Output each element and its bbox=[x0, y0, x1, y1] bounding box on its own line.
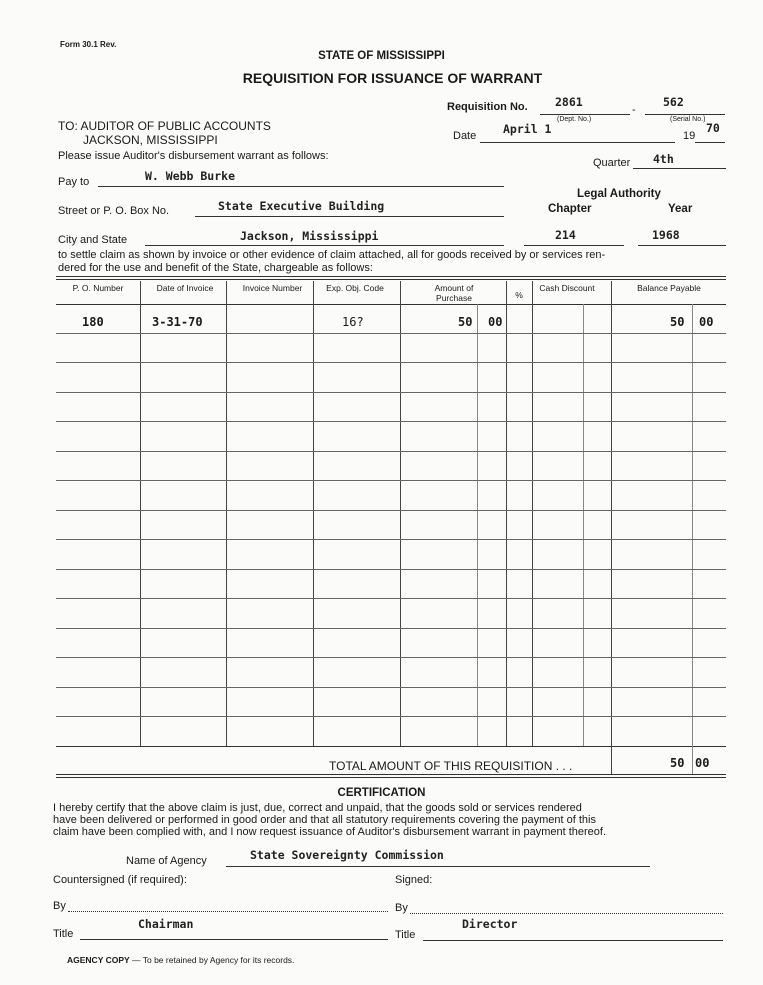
requisition-label: Requisition No. bbox=[447, 101, 528, 113]
addressee-line1: TO: AUDITOR OF PUBLIC ACCOUNTS bbox=[58, 119, 271, 133]
table-row bbox=[56, 598, 726, 599]
form-number: Form 30.1 Rev. bbox=[60, 40, 117, 49]
page-title: REQUISITION FOR ISSUANCE OF WARRANT bbox=[242, 70, 543, 86]
quarter-label: Quarter bbox=[593, 157, 631, 169]
year-value: 70 bbox=[706, 121, 720, 135]
table-top-rule bbox=[56, 276, 726, 280]
header-po-number: P. O. Number bbox=[72, 283, 124, 293]
footer-rest: — To be retained by Agency for its records. bbox=[129, 955, 295, 965]
table-row bbox=[56, 510, 726, 511]
countersigned-label: Countersigned (if required): bbox=[53, 874, 187, 886]
pay-to-line bbox=[98, 186, 504, 187]
total-divider bbox=[692, 746, 693, 774]
header-balance-payable: Balance Payable bbox=[637, 283, 701, 293]
table-row bbox=[56, 392, 726, 393]
col-divider bbox=[611, 281, 612, 746]
year-prefix: 19 bbox=[683, 130, 696, 142]
footer-bold: AGENCY COPY bbox=[67, 955, 130, 965]
row1-amount-cents: 00 bbox=[488, 315, 503, 329]
row1-po-number: 180 bbox=[82, 315, 104, 329]
chapter-value: 214 bbox=[555, 228, 576, 242]
table-row bbox=[56, 569, 726, 570]
row1-balance-dollars: 50 bbox=[670, 315, 685, 329]
header-exp-obj-code: Exp. Obj. Code bbox=[326, 283, 384, 293]
right-by-line bbox=[410, 913, 723, 914]
settle-text-2: dered for the use and benefit of the State, chargeable as follows: bbox=[58, 262, 373, 274]
total-divider bbox=[611, 746, 612, 774]
total-label: TOTAL AMOUNT OF THIS REQUISITION . . . bbox=[329, 759, 573, 773]
addressee-line2: JACKSON, MISSISSIPPI bbox=[83, 133, 218, 147]
header-amount-of-purchase: Amount of Purchase bbox=[434, 283, 474, 303]
col-divider bbox=[313, 281, 314, 746]
date-label: Date bbox=[453, 130, 477, 142]
left-title-line bbox=[80, 939, 388, 940]
year-line bbox=[695, 142, 725, 143]
row1-exp-code: 16? bbox=[342, 315, 364, 329]
table-row bbox=[56, 628, 726, 629]
header-invoice-number: Invoice Number bbox=[242, 283, 303, 293]
chapter-line bbox=[524, 245, 624, 246]
total-dollars: 50 bbox=[670, 756, 685, 770]
row1-date: 3-31-70 bbox=[152, 315, 203, 329]
date-value: April 1 bbox=[503, 122, 552, 136]
right-title-line bbox=[423, 940, 723, 941]
state-heading: STATE OF MISSISSIPPI bbox=[318, 50, 445, 62]
table-row bbox=[56, 333, 726, 334]
row1-balance-cents: 00 bbox=[699, 315, 714, 329]
city-line bbox=[145, 245, 504, 246]
instruction-text: Please issue Auditor's disbursement warrant as follows: bbox=[58, 150, 329, 162]
left-by-label: By bbox=[53, 900, 66, 912]
certification-line2: have been delivered or performed in good order and that all statutory requirements covering the payment of this bbox=[53, 814, 596, 826]
requisition-dash: - bbox=[632, 104, 636, 116]
certification-line1: I hereby certify that the above claim is just, due, correct and unpaid, that the goods sold or services rendered bbox=[53, 802, 582, 814]
agency-value: State Sovereignty Commission bbox=[250, 848, 444, 862]
right-title-value: Director bbox=[462, 917, 518, 931]
col-divider bbox=[140, 281, 141, 746]
dept-caption: (Dept. No.) bbox=[557, 116, 592, 123]
left-title-label: Title bbox=[53, 928, 74, 940]
chapter-label: Chapter bbox=[548, 203, 592, 215]
col-divider bbox=[477, 304, 478, 746]
serial-no-value: 562 bbox=[663, 95, 684, 109]
col-divider bbox=[532, 281, 533, 746]
serial-caption: (Serial No.) bbox=[670, 116, 706, 123]
header-date-of-invoice: Date of Invoice bbox=[156, 283, 214, 293]
table-row bbox=[56, 716, 726, 717]
year-column-label: Year bbox=[668, 203, 693, 215]
col-divider bbox=[583, 304, 584, 746]
col-divider bbox=[226, 281, 227, 746]
table-bottom-rule bbox=[56, 746, 726, 747]
col-divider bbox=[400, 281, 401, 746]
footer-note bbox=[67, 955, 294, 965]
date-line bbox=[480, 142, 675, 143]
dept-no-value: 2861 bbox=[555, 95, 583, 109]
street-label: Street or P. O. Box No. bbox=[58, 205, 170, 217]
total-bottom-rule bbox=[56, 774, 726, 778]
left-by-line bbox=[68, 911, 388, 912]
certification-heading: CERTIFICATION bbox=[337, 787, 426, 799]
legal-year-line bbox=[638, 245, 726, 246]
table-row bbox=[56, 480, 726, 481]
table-row bbox=[56, 687, 726, 688]
dept-no-line bbox=[540, 114, 630, 115]
certification-line3: claim have been complied with, and I now request issuance of Auditor's disbursement warrant in payment thereof. bbox=[53, 826, 607, 838]
city-value: Jackson, Mississippi bbox=[240, 229, 379, 243]
table-row bbox=[56, 539, 726, 540]
header-percent: % bbox=[515, 290, 523, 300]
pay-to-label: Pay to bbox=[58, 176, 90, 188]
pay-to-value: W. Webb Burke bbox=[145, 169, 236, 183]
right-by-label: By bbox=[395, 902, 408, 914]
quarter-line bbox=[633, 168, 726, 169]
legal-authority-label: Legal Authority bbox=[577, 188, 661, 200]
table-row bbox=[56, 362, 726, 363]
agency-label: Name of Agency bbox=[126, 855, 207, 867]
legal-year-value: 1968 bbox=[652, 228, 680, 242]
header-rule bbox=[56, 304, 726, 305]
table-row bbox=[56, 421, 726, 422]
settle-text-1: to settle claim as shown by invoice or other evidence of claim attached, all for goods received by or services ren- bbox=[58, 249, 606, 261]
row1-amount-dollars: 50 bbox=[458, 315, 473, 329]
table-row bbox=[56, 657, 726, 658]
total-cents: 00 bbox=[695, 756, 710, 770]
street-value: State Executive Building bbox=[218, 199, 385, 213]
serial-no-line bbox=[645, 114, 725, 115]
col-divider bbox=[506, 281, 507, 746]
signed-label: Signed: bbox=[395, 874, 433, 886]
table-row bbox=[56, 451, 726, 452]
col-divider bbox=[692, 304, 693, 746]
right-title-label: Title bbox=[395, 929, 416, 941]
city-label: City and State bbox=[58, 234, 128, 246]
agency-line bbox=[226, 866, 650, 867]
left-title-value: Chairman bbox=[138, 917, 194, 931]
header-cash-discount: Cash Discount bbox=[539, 283, 595, 293]
street-line bbox=[195, 216, 504, 217]
quarter-value: 4th bbox=[653, 152, 674, 166]
